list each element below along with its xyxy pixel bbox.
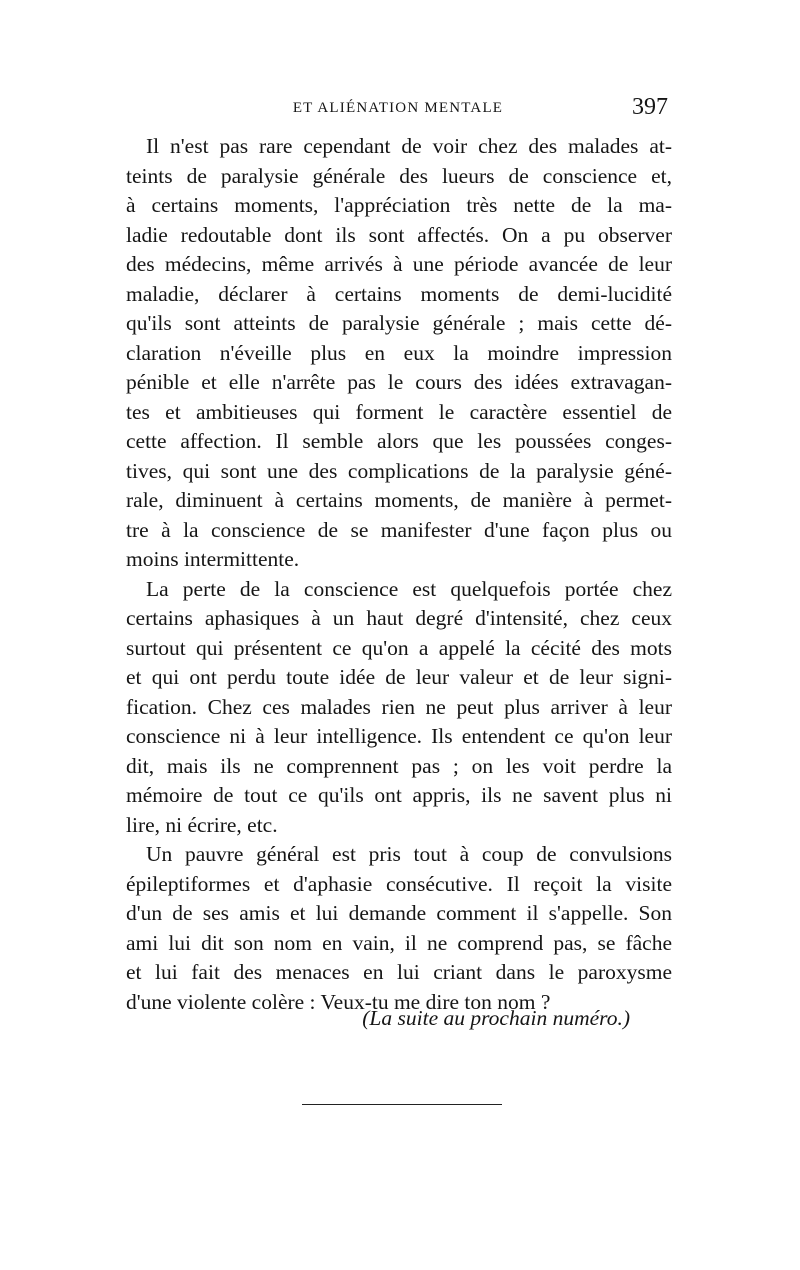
text-line: ladie redoutable dont ils sont affectés. On a pu observer (126, 222, 672, 247)
page-number: 397 (632, 94, 668, 120)
text-line: maladie, déclarer à certains moments de demi-lucidité (126, 281, 672, 306)
running-head (128, 94, 668, 124)
text-line: à certains moments, l'appréciation très nette de la ma- (126, 193, 672, 217)
text-line: tre à la conscience de se manifester d'une façon plus ou (126, 517, 672, 542)
text-line: conscience ni à leur intelligence. Ils entendent ce qu'on leur (126, 724, 672, 748)
text-line: ami lui dit son nom en vain, il ne comprend pas, se fâche (126, 930, 672, 955)
body-text (126, 132, 672, 1017)
text-line: cette affection. Il semble alors que les poussées conges- (126, 429, 672, 453)
text-line: tes et ambitieuses qui forment le caractère essentiel de (126, 399, 672, 424)
text-line: Il n'est pas rare cependant de voir chez des malades at- (146, 134, 672, 158)
text-line: rale, diminuent à certains moments, de manière à permet- (126, 488, 672, 512)
text-line: pénible et elle n'arrête pas le cours des idées extravagan- (126, 370, 672, 394)
text-line: mémoire de tout ce qu'ils ont appris, ils ne savent plus ni (126, 783, 672, 807)
end-rule (302, 1104, 502, 1105)
text-line: certains aphasiques à un haut degré d'intensité, chez ceux (126, 606, 672, 630)
text-line: des médecins, même arrivés à une période avancée de leur (126, 252, 672, 276)
text-line: claration n'éveille plus en eux la moindre impression (126, 340, 672, 365)
text-line: d'une violente colère : Veux-tu me dire ton nom ? (126, 989, 551, 1014)
text-line: teints de paralysie générale des lueurs de conscience et, (126, 163, 672, 188)
paragraph-1 (126, 132, 672, 575)
paragraph-2 (126, 575, 672, 841)
text-line: et qui ont perdu toute idée de leur valeur et de leur signi- (126, 665, 672, 689)
text-line: qu'ils sont atteints de paralysie générale ; mais cette dé- (126, 311, 672, 335)
text-line: et lui fait des menaces en lui criant dans le paroxysme (126, 960, 672, 984)
running-title: ET ALIÉNATION MENTALE (292, 100, 504, 116)
text-line: fication. Chez ces malades rien ne peut plus arriver à leur (126, 694, 672, 719)
text-line: lire, ni écrire, etc. (126, 812, 278, 837)
text-line: d'un de ses amis et lui demande comment il s'appelle. Son (126, 901, 672, 925)
text-line: La perte de la conscience est quelquefois portée chez (146, 576, 672, 601)
text-line: dit, mais ils ne comprennent pas ; on les voit perdre la (126, 753, 672, 778)
paragraph-3 (126, 840, 672, 1017)
text-line: tives, qui sont une des complications de la paralysie géné- (126, 458, 672, 483)
text-line: Un pauvre général est pris tout à coup de convulsions (146, 842, 672, 866)
text-line: surtout qui présentent ce qu'on a appelé la cécité des mots (126, 635, 672, 660)
continuation-note: (La suite au prochain numéro.) (362, 1006, 630, 1030)
text-line: moins intermittente. (126, 547, 300, 571)
text-line: épileptiformes et d'aphasie consécutive. Il reçoit la visite (126, 871, 672, 896)
